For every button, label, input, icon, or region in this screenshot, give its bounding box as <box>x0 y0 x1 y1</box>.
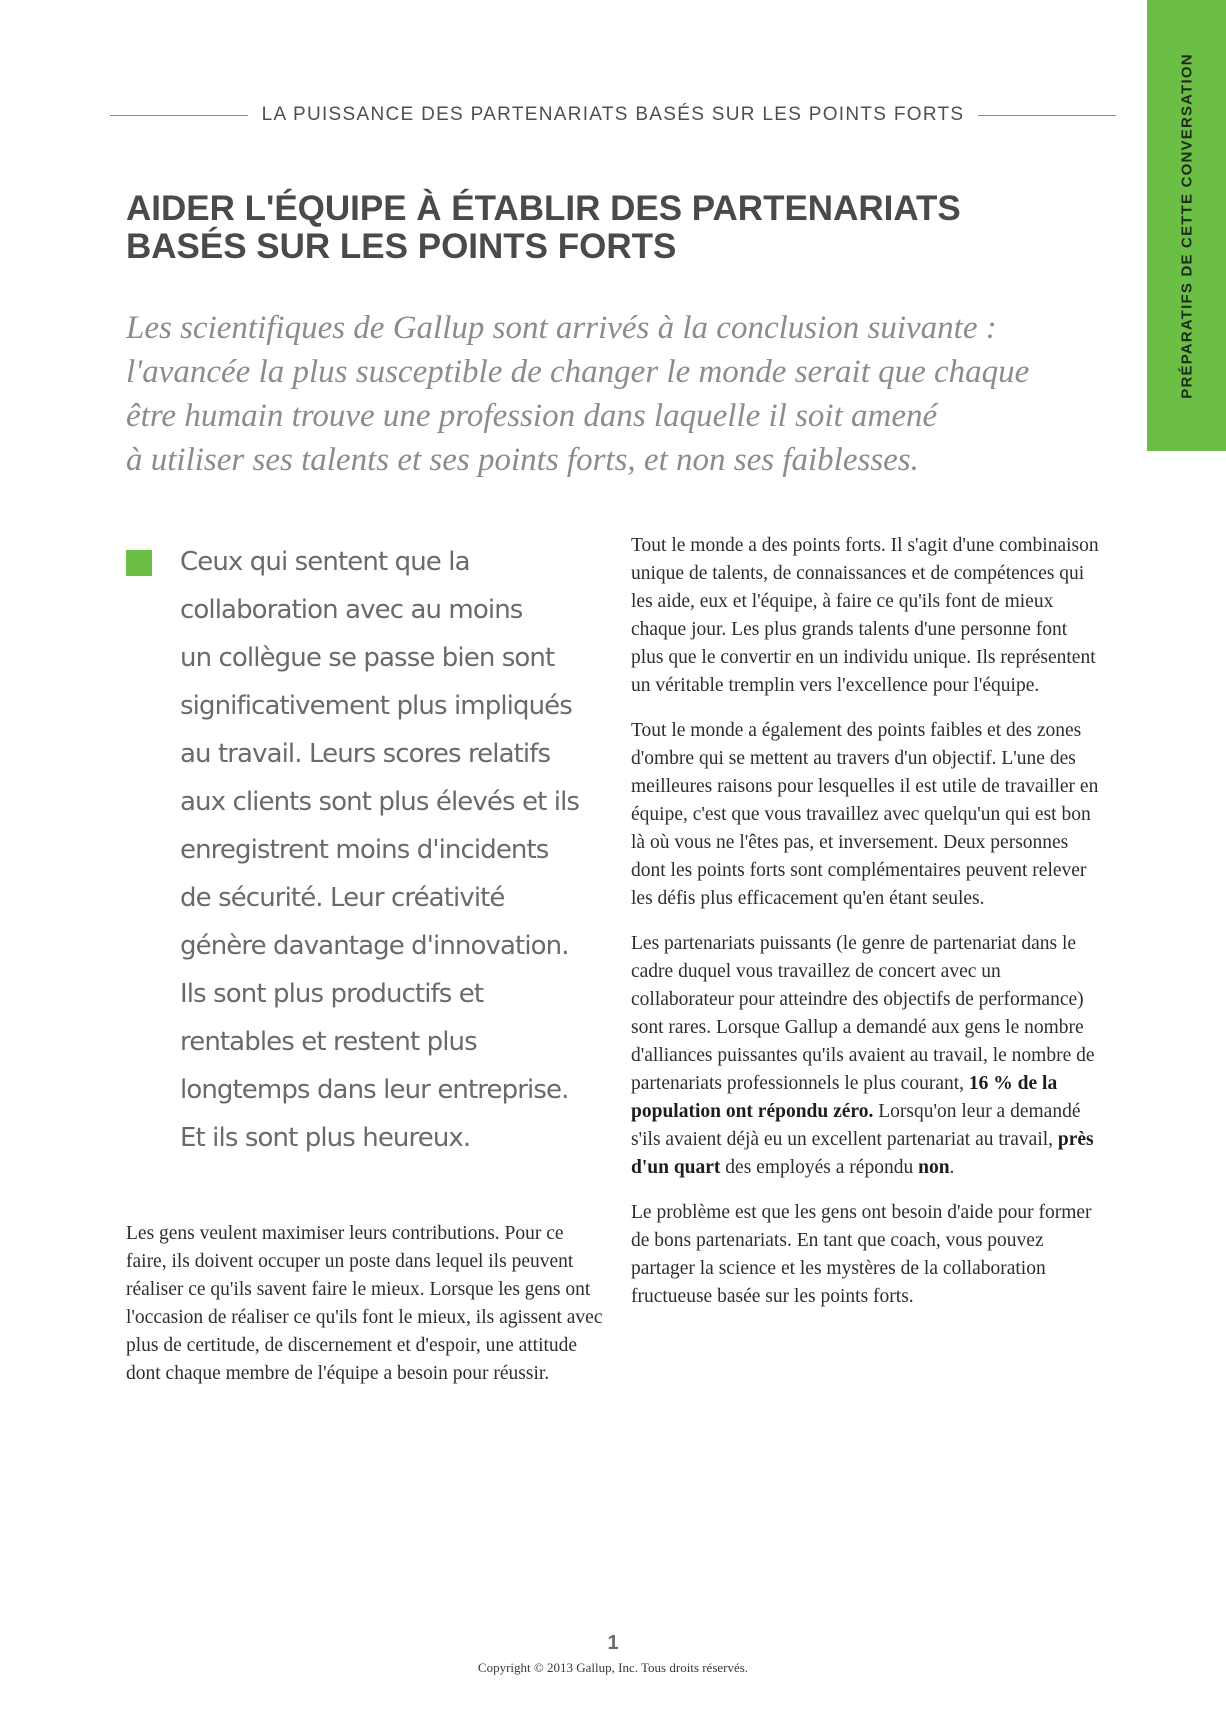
pull-quote-line: Ceux qui sentent que la <box>180 547 470 577</box>
right-paragraph-1: Tout le monde a des points forts. Il s'agit d'une combinaison unique de talents, de connaissances et de compétences qui les aide, eux et l'équipe, à faire ce qu'ils font de mieux chaque jour. Les plus grands talents d'une personne font plus que le convertir en un individu unique. Ils représentent un véritable tremplin vers l'excellence pour l'équipe. <box>631 535 1099 696</box>
right-body-column <box>631 532 1101 1328</box>
intro-quote-line-4: à utiliser ses talents et ses points forts, et non ses faiblesses. <box>126 442 919 478</box>
running-header <box>110 104 1116 126</box>
left-paragraph-1: Les gens veulent maximiser leurs contributions. Pour ce faire, ils doivent occuper un poste dans lequel ils peuvent réaliser ce qu'ils savent faire le mieux. Lorsque les gens ont l'occasion de réaliser ce qu'ils font le mieux, ils agissent avec plus de certitude, de discernement et d'espoir, une attitude dont chaque membre de l'équipe a besoin pour réussir. <box>126 1223 603 1384</box>
right-paragraph-3 <box>631 930 1101 1182</box>
paragraph-text: des employés a répondu <box>720 1157 919 1178</box>
green-square-bullet <box>126 550 152 576</box>
pull-quote-line: collaboration avec au moins <box>180 595 523 625</box>
pull-quote-line: Et ils sont plus heureux. <box>180 1123 471 1153</box>
page-title-line-1: AIDER L'ÉQUIPE À ÉTABLIR DES PARTENARIATS <box>126 189 961 228</box>
pull-quote-line: génère davantage d'innovation. <box>180 931 569 961</box>
pull-quote-line: significativement plus impliqués <box>180 691 572 721</box>
intro-quote <box>126 306 1046 482</box>
pull-quote-line: de sécurité. Leur créativité <box>180 883 505 913</box>
header-rule-right <box>978 115 1116 116</box>
intro-quote-line-2: l'avancée la plus susceptible de changer le monde serait que chaque <box>126 354 1030 390</box>
intro-quote-line-3: être humain trouve une profession dans laquelle il soit amené <box>126 398 938 434</box>
page-title-line-2: BASÉS SUR LES POINTS FORTS <box>126 227 677 266</box>
pull-quote-line: un collègue se passe bien sont <box>180 643 555 673</box>
pull-quote-line: longtemps dans leur entreprise. <box>180 1075 569 1105</box>
pull-quote <box>180 538 620 1162</box>
emphasis-quarter: près d'un quart <box>631 1129 1094 1178</box>
pull-quote-line: enregistrent moins d'incidents <box>180 835 549 865</box>
paragraph-text: . <box>949 1157 955 1178</box>
page-number: 1 <box>607 1632 619 1654</box>
pull-quote-line: au travail. Leurs scores relatifs <box>180 739 551 769</box>
right-paragraph-4: Le problème est que les gens ont besoin d'aide pour former de bons partenariats. En tant que coach, vous pouvez partager la science et les mystères de la collaboration fructueuse basée sur les points forts. <box>631 1202 1092 1307</box>
copyright-notice: Copyright © 2013 Gallup, Inc. Tous droits réservés. <box>477 1660 749 1675</box>
side-tab-label: PRÉPARATIFS DE CETTE CONVERSATION <box>1178 52 1195 399</box>
emphasis-statistic: 16 % de la population ont répondu zéro. <box>631 1073 1058 1122</box>
pull-quote-line: Ils sont plus productifs et <box>180 979 484 1009</box>
pull-quote-line: aux clients sont plus élevés et ils <box>180 787 580 817</box>
right-paragraph-2: Tout le monde a également des points faibles et des zones d'ombre qui se mettent au travers d'un objectif. L'une des meilleures raisons pour lesquelles il est utile de travailler en équipe, c'est que vous travaillez avec quelqu'un qui est bon là où vous ne l'êtes pas, et inversement. Deux personnes dont les points forts sont complémentaires peuvent relever les défis plus efficacement qu'en étant seules. <box>631 720 1099 909</box>
running-header-text: LA PUISSANCE DES PARTENARIATS BASÉS SUR LES POINTS FORTS <box>261 104 965 125</box>
section-side-tab <box>1147 0 1226 451</box>
left-body-column <box>126 1220 604 1405</box>
page-title <box>126 190 1026 266</box>
intro-quote-line-1: Les scientifiques de Gallup sont arrivés à la conclusion suivante : <box>126 310 997 346</box>
paragraph-text: Les partenariats puissants (le genre de partenariat dans le cadre duquel vous travaillez de concert avec un collaborateur pour atteindre des objectifs de performance) sont rares. Lorsque Gallup a demandé aux gens le nombre d'alliances puissantes qu'ils avaient au travail, le nombre de partenariats professionnels le plus courant, <box>631 933 1095 1094</box>
pull-quote-line: rentables et restent plus <box>180 1027 477 1057</box>
header-rule-left <box>110 115 248 116</box>
emphasis-non: non <box>918 1157 950 1178</box>
paragraph-text: Lorsqu'on leur a demandé s'ils avaient déjà eu un excellent partenariat au travail, <box>631 1101 1081 1150</box>
